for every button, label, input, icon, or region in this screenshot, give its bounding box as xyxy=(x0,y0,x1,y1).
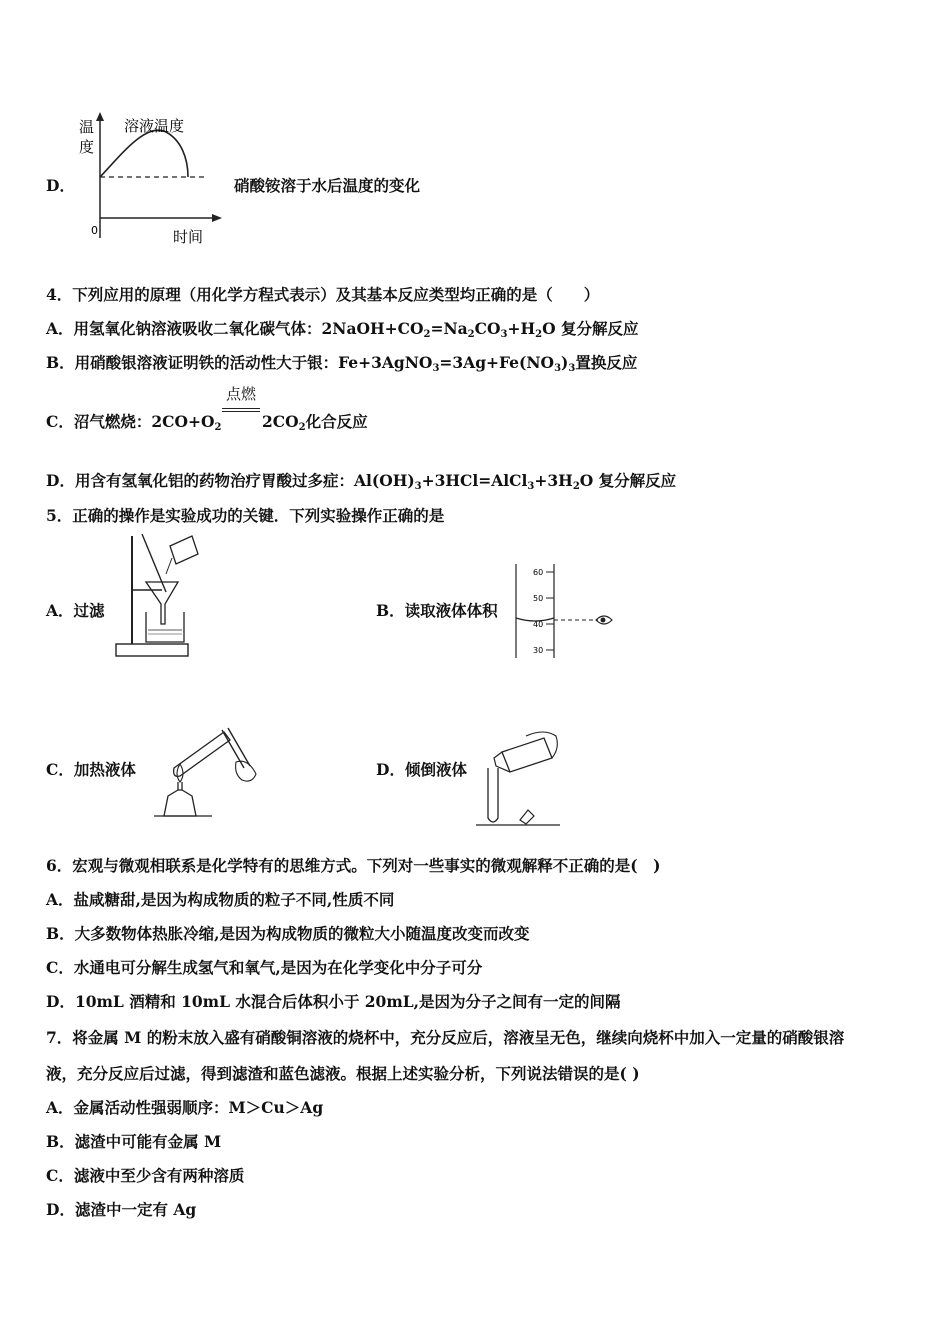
heating-liquid-image xyxy=(152,718,262,820)
q5-option-d: D．倾倒液体 xyxy=(376,760,467,779)
q7-stem-line1: 7．将金属 M 的粉末放入盛有硝酸铜溶液的烧杯中，充分反应后，溶液呈无色，继续向烧杯中加入一定量的硝酸银溶 xyxy=(46,1028,845,1047)
q4-stem: 4．下列应用的原理（用化学方程式表示）及其基本反应类型均正确的是（ ） xyxy=(46,285,600,304)
q4-option-c-left: C．沼气燃烧：$2CO+O_2$ xyxy=(46,412,222,433)
q5-option-b: B．读取液体体积 xyxy=(376,601,498,620)
q6-option-b: B．大多数物体热胀冷缩,是因为构成物质的微粒大小随温度改变而改变 xyxy=(46,924,530,943)
q7-stem-line2: 液，充分反应后过滤，得到滤渣和蓝色滤液。根据上述实验分析，下列说法错误的是( ) xyxy=(46,1064,640,1083)
q6-option-a: A．盐咸糖甜,是因为构成物质的粒子不同,性质不同 xyxy=(46,890,395,909)
q3-option-d-label: D． xyxy=(46,176,75,195)
q7-option-d: D．滤渣中一定有 Ag xyxy=(46,1200,197,1219)
pouring-liquid-image xyxy=(474,728,564,828)
q6-stem: 6．宏观与微观相联系是化学特有的思维方式。下列对一些事实的微观解释不正确的是( ) xyxy=(46,856,661,875)
q5-option-c: C．加热液体 xyxy=(46,760,136,779)
q6-option-c: C．水通电可分解生成氢气和氧气,是因为在化学变化中分子可分 xyxy=(46,958,483,977)
graduated-cylinder-image xyxy=(510,562,620,662)
flame-icon xyxy=(177,764,183,782)
reaction-condition-text: 点燃 xyxy=(225,385,256,403)
x-axis-label: 时间 xyxy=(173,228,204,246)
tick-label-30: 30 xyxy=(533,646,544,655)
solution-temperature-curve xyxy=(100,130,188,177)
tick-label-50: 50 xyxy=(533,594,544,603)
q7-option-b: B．滤渣中可能有金属 M xyxy=(46,1132,222,1151)
tick-label-40: 40 xyxy=(533,620,544,629)
q4-option-a: A．用氢氧化钠溶液吸收二氧化碳气体：$2NaOH+CO_2=Na_2CO_3+H_2O$ 复分解反应 xyxy=(46,319,639,340)
q4-option-c-right: $2CO_2$化合反应 xyxy=(262,412,368,433)
q4-option-b: B．用硝酸银溶液证明铁的活动性大于银：$Fe+3AgNO_3=3Ag+Fe(NO_3)_3$置换反应 xyxy=(46,353,638,374)
y-axis-arrow xyxy=(96,112,104,121)
curve-label: 溶液温度 xyxy=(124,117,185,135)
temperature-graph xyxy=(76,110,226,248)
equals-bar-top xyxy=(222,408,260,409)
q6-option-d: D．10mL 酒精和 10mL 水混合后体积小于 20mL,是因为分子之间有一定的间隔 xyxy=(46,992,621,1011)
reaction-condition-sign xyxy=(222,383,260,431)
filtration-apparatus-image xyxy=(110,532,200,660)
origin-label: 0 xyxy=(91,224,98,237)
q7-option-a: A．金属活动性强弱顺序：M＞Cu＞Ag xyxy=(46,1098,324,1117)
stopper-icon xyxy=(520,810,534,824)
y-axis-label-1: 温 xyxy=(79,118,95,136)
q7-option-c: C．滤液中至少含有两种溶质 xyxy=(46,1166,245,1185)
q5-stem: 5．正确的操作是实验成功的关键．下列实验操作正确的是 xyxy=(46,506,445,525)
q4-option-d: D．用含有氢氧化铝的药物治疗胃酸过多症：$Al(OH)_3+3HCl=AlCl_3+3H_2O$ 复分解反应 xyxy=(46,471,677,492)
tick-label-60: 60 xyxy=(533,568,544,577)
equals-bar-bottom xyxy=(222,411,260,412)
q3-option-d-text: 硝酸铵溶于水后温度的变化 xyxy=(234,176,421,195)
q5-option-a: A．过滤 xyxy=(46,601,105,620)
x-axis-arrow xyxy=(212,214,222,222)
y-axis-label-2: 度 xyxy=(79,138,95,156)
